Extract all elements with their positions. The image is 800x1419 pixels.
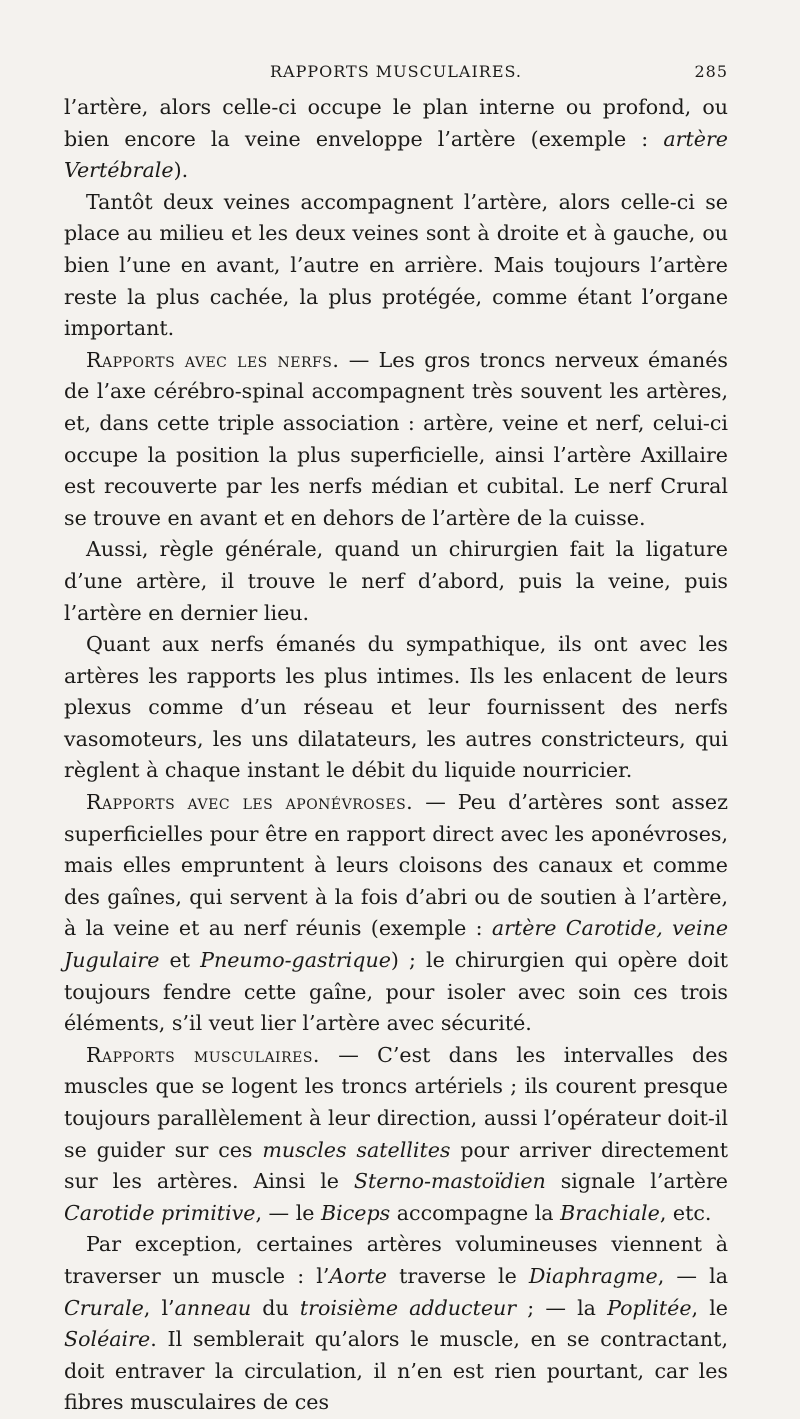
paragraph-text: Aussi, règle générale, quand un chirurgien fait la ligature d’une artère, il trouve le nerf d’abord, puis la veine, puis l’artère en dernier lieu. <box>64 537 728 625</box>
paragraph-text: accompagne la <box>390 1200 561 1225</box>
paragraph-aponevroses <box>64 787 728 1040</box>
paragraph-text: ; — la <box>516 1295 608 1320</box>
italic-term: Aorte <box>329 1263 387 1288</box>
paragraph-5 <box>64 629 728 787</box>
running-title: RAPPORTS MUSCULAIRES. <box>270 62 522 81</box>
italic-term: Biceps <box>321 1200 391 1225</box>
paragraph-text: Par exception, certaines artères volumineuses viennent à traverser un muscle : l’ <box>64 1232 728 1288</box>
paragraph-2 <box>64 187 728 345</box>
italic-term: artère Vertébrale <box>64 126 728 183</box>
paragraph-text: — Peu d’artères sont assez superficielles pour être en rapport direct avec les aponévroses, mais elles empruntent à leurs cloisons des canaux et comme des gaînes, qui servent à la fois d’abri ou de soutien à l’artère, à la veine et au nerf réunis (exemple : <box>64 790 728 941</box>
paragraph-nerfs <box>64 345 728 535</box>
section-heading: Rapports musculaires. <box>86 1042 320 1067</box>
paragraph-musculaires <box>64 1040 728 1230</box>
paragraph-text: signale l’artère <box>545 1169 728 1194</box>
italic-term: Pneumo-gastrique <box>200 948 391 973</box>
paragraph-text: ). <box>173 158 189 183</box>
paragraph-text: — Les gros troncs nerveux émanés de l’axe cérébro-spinal accompagnent très souvent les artères, et, dans cette triple association : artère, veine et nerf, celui-ci occupe la position la plus superficielle, ainsi l’artère Axillaire est recouverte par les nerfs médian et cubital. Le nerf Crural se trouve en avant et en dehors de l’artère de la cuisse. <box>64 347 728 530</box>
paragraph-text: — C’est dans les intervalles des muscles que se logent les troncs artériels ; ils courent presque toujours parallèlement à leur direction, aussi l’opérateur doit-il se guider sur ces <box>64 1042 728 1162</box>
paragraph-8 <box>64 1229 728 1419</box>
paragraph-text: , — le <box>255 1200 322 1225</box>
italic-term: Soléaire <box>64 1327 151 1352</box>
section-heading: Rapports avec les nerfs. <box>86 347 340 372</box>
paragraph-text: du <box>251 1295 300 1320</box>
italic-term: Brachiale <box>560 1200 660 1225</box>
section-heading: Rapports avec les aponévroses. <box>86 790 414 815</box>
paragraph-text: Quant aux nerfs émanés du sympathique, ils ont avec les artères les rapports les plus intimes. Ils les enlacent de leurs plexus comme d’un réseau et leur fournissent des nerfs vasomoteurs, les uns dilatateurs, les autres constricteurs, qui règlent à chaque instant le débit du liquide nourricier. <box>64 632 728 783</box>
paragraph-text: ) ; le chirurgien qui opère doit toujours fendre cette gaîne, pour isoler avec soin ces trois éléments, s’il veut lier l’artère avec sécurité. <box>64 948 728 1036</box>
italic-term: Crurale <box>64 1295 144 1320</box>
italic-term: Poplitée <box>607 1295 692 1320</box>
running-header <box>64 58 728 88</box>
paragraph-text: , l’ <box>143 1295 175 1320</box>
paragraph-text: Tantôt deux veines accompagnent l’artère, alors celle-ci se place au milieu et les deux veines sont à droite et à gauche, ou bien l’une en avant, l’autre en arrière. Mais toujours l’artère reste la plus cachée, la plus protégée, comme étant l’organe important. <box>64 189 728 341</box>
italic-term: Carotide primitive <box>64 1200 256 1225</box>
italic-term: troisième adducteur <box>299 1295 517 1320</box>
italic-term: Sterno-mastoïdien <box>353 1169 546 1194</box>
italic-term: Diaphragme <box>528 1263 658 1288</box>
page-number: 285 <box>694 62 728 81</box>
paragraph-text: , etc. <box>659 1200 712 1225</box>
paragraph-text: , — la <box>657 1263 728 1288</box>
paragraph-text: pour arriver directement sur les artères. Ainsi le <box>64 1137 728 1194</box>
italic-term: anneau <box>174 1295 252 1320</box>
paragraph-text: et <box>159 948 201 973</box>
paragraph-1 <box>64 92 728 187</box>
paragraph-text: traverse le <box>386 1263 529 1288</box>
paragraph-text: l’artère, alors celle-ci occupe le plan interne ou profond, ou bien encore la veine enveloppe l’artère (exemple : <box>64 95 728 151</box>
paragraph-text: , le <box>691 1295 728 1320</box>
paragraph-4 <box>64 534 728 629</box>
italic-term: muscles satellites <box>262 1137 451 1162</box>
italic-term: artère Carotide, veine Jugulaire <box>64 916 729 973</box>
page-body <box>64 92 728 1419</box>
paragraph-text: . Il semblerait qu’alors le muscle, en se contractant, doit entraver la circulation, il n’en est rien pourtant, car les fibres musculaires de ces <box>64 1327 728 1415</box>
